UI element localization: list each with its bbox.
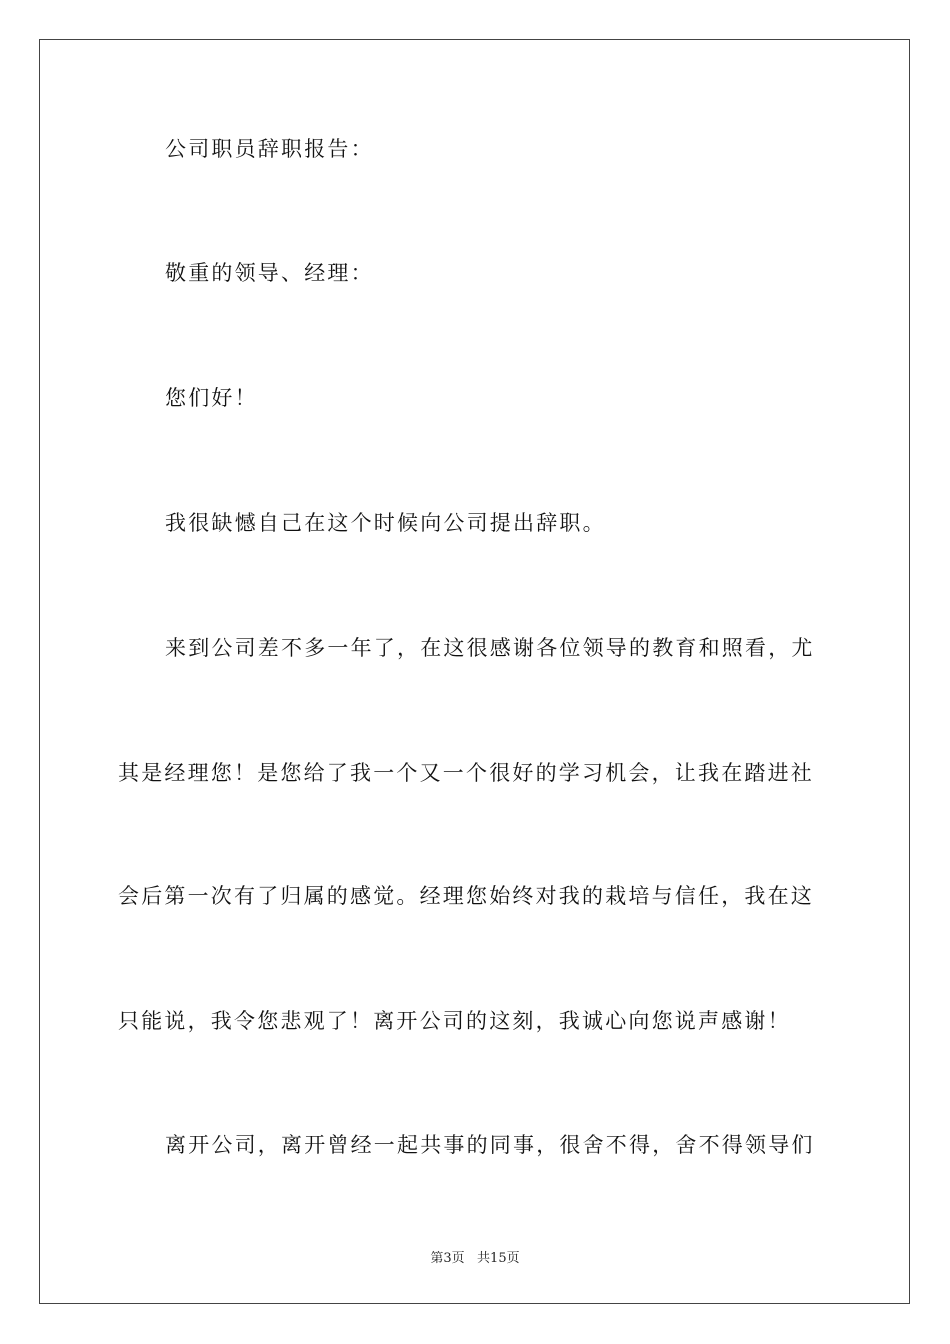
document-title: 公司职员辞职报告： [165, 137, 374, 161]
paragraph-line: 我很缺憾自己在这个时候向公司提出辞职。 [165, 511, 606, 535]
greeting: 您们好！ [165, 386, 258, 410]
paragraph-line: 会后第一次有了归属的感觉。经理您始终对我的栽培与信任，我在这 [118, 884, 814, 908]
paragraph-line: 其是经理您！是您给了我一个又一个很好的学习机会，让我在踏进社 [118, 761, 814, 785]
paragraph-line: 只能说，我令您悲观了！离开公司的这刻，我诚心向您说声感谢！ [118, 1009, 791, 1033]
salutation: 敬重的领导、经理： [165, 261, 374, 285]
paragraph-line: 离开公司，离开曾经一起共事的同事，很舍不得，舍不得领导们 [165, 1133, 815, 1157]
page-number-footer: 第3页 共15页 [430, 1251, 520, 1266]
paragraph-line: 来到公司差不多一年了，在这很感谢各位领导的教育和照看，尤 [165, 636, 815, 660]
page-border [39, 39, 910, 1304]
